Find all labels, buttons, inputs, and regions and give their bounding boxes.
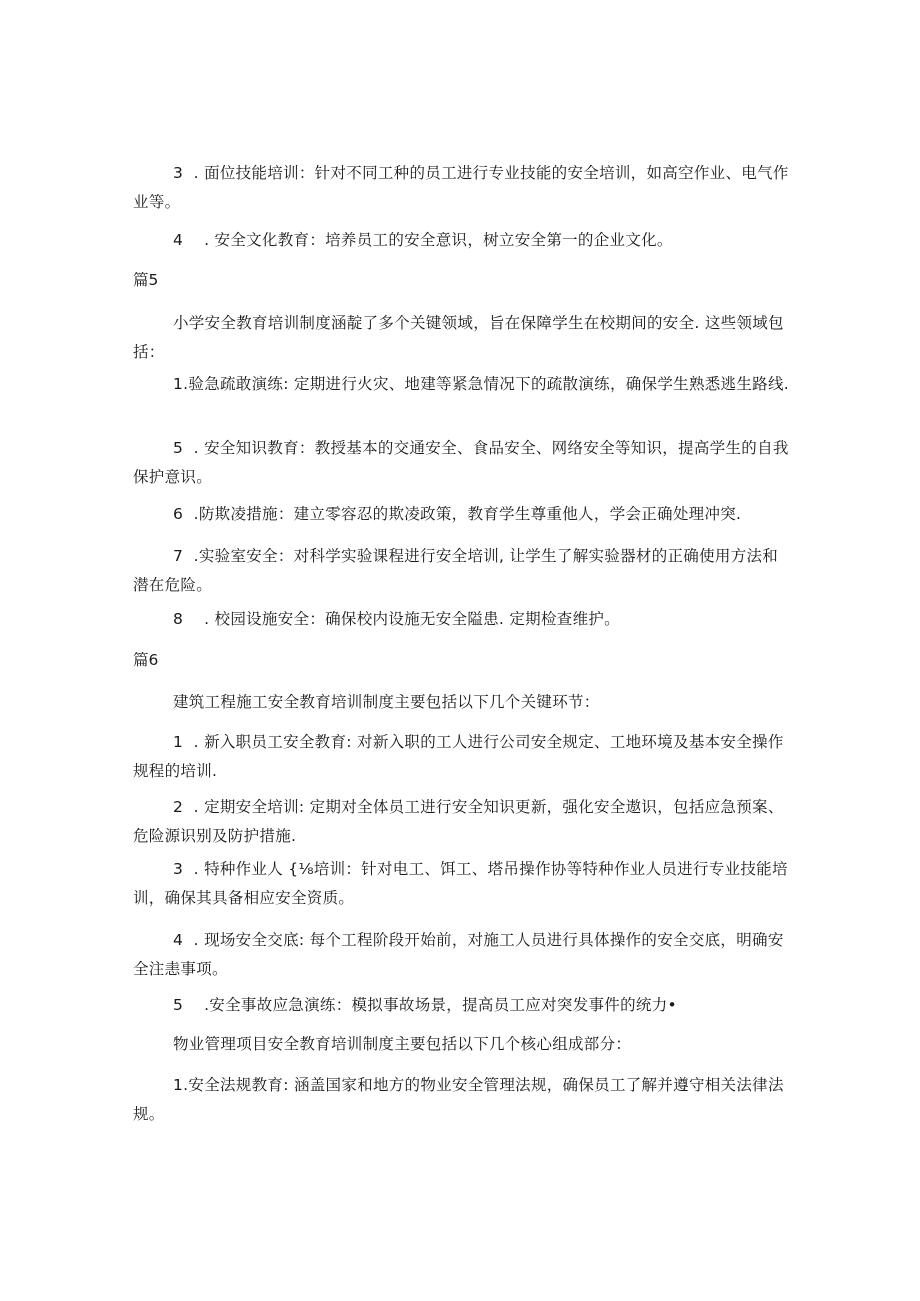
- intro-paragraph-property: 物业管理项目安全教育培训制度主要包括以下几个核心组成部分：: [173, 1035, 632, 1053]
- intro-paragraph-school: 小学安全教育培训制度涵靛了多个关键领域，旨在保障学生在校期间的安全. 这些领域包括：: [133, 314, 784, 361]
- intro-paragraph-construction: 建筑工程施工安全教育培训制度主要包括以下几个关键环节：: [173, 693, 600, 711]
- list-item-4-safety-culture: 4 . 安全文化教育：培养员工的安全意识，树立安全第一的企业文化。: [173, 231, 673, 249]
- list-item-7-lab-safety: 7 .实验室安全：对科学实验课程进行安全培训, 让学生了解实验器材的正确使用方法和潜在危险。: [133, 547, 779, 594]
- list-item-3-special-operations: 3 . 特种作业人 {⅛培训：针对电工、饵工、塔吊操作协等特种作业人员进行专业技能培训，确保其具备相应安全资质。: [133, 860, 788, 907]
- list-item-5-emergency-drill: 5 .安全事故应急演练：模拟事故场景，提高员工应对突发事件的统力•: [173, 996, 677, 1014]
- section-heading-5: 篇5: [133, 271, 159, 289]
- list-item-5-knowledge: 5 . 安全知识教育：教授基本的交通安全、食品安全、网络安全等知识，提高学生的自我保护意识。: [133, 439, 789, 486]
- list-item-4-onsite-briefing: 4 . 现场安全交底: 每个工程阶段开始前，对施工人员进行具体操作的安全交底，明确安全注恚事项。: [133, 931, 784, 978]
- list-item-3-skills-training: 3 . 面位技能培训：针对不同工种的员工进行专业技能的安全培训，如高空作业、电气作业等。: [133, 164, 789, 211]
- list-item-6-anti-bullying: 6 .防欺凌措施：建立零容忍的欺凌政策，教育学生尊重他人，学会正确处理冲突.: [173, 505, 742, 523]
- list-item-1-regulations: 1.安全法规教育: 涵盖国家和地方的物业安全管理法规，确保员工了解并遵守相关法律法规。: [133, 1076, 784, 1123]
- list-item-1-new-employee: 1 . 新入职员工安全教育: 对新入职的工人进行公司安全规定、工地环境及基本安全操作规程的培训.: [133, 733, 784, 780]
- list-item-1-evacuation: 1.验急疏敢演练: 定期进行火灾、地建等紧急情况下的疏散演练，确保学生熟悉逃生路线.: [173, 375, 789, 393]
- list-item-8-facilities: 8 . 校园设施安全：确保校内设施无安全隘患. 定期检查维护。: [173, 610, 620, 628]
- section-heading-6: 篇6: [133, 651, 159, 669]
- list-item-2-periodic-training: 2 . 定期安全培训: 定期对全体员工进行安全知识更新，强化安全遨识，包括应急预案、危险源识别及防护措施.: [133, 798, 784, 845]
